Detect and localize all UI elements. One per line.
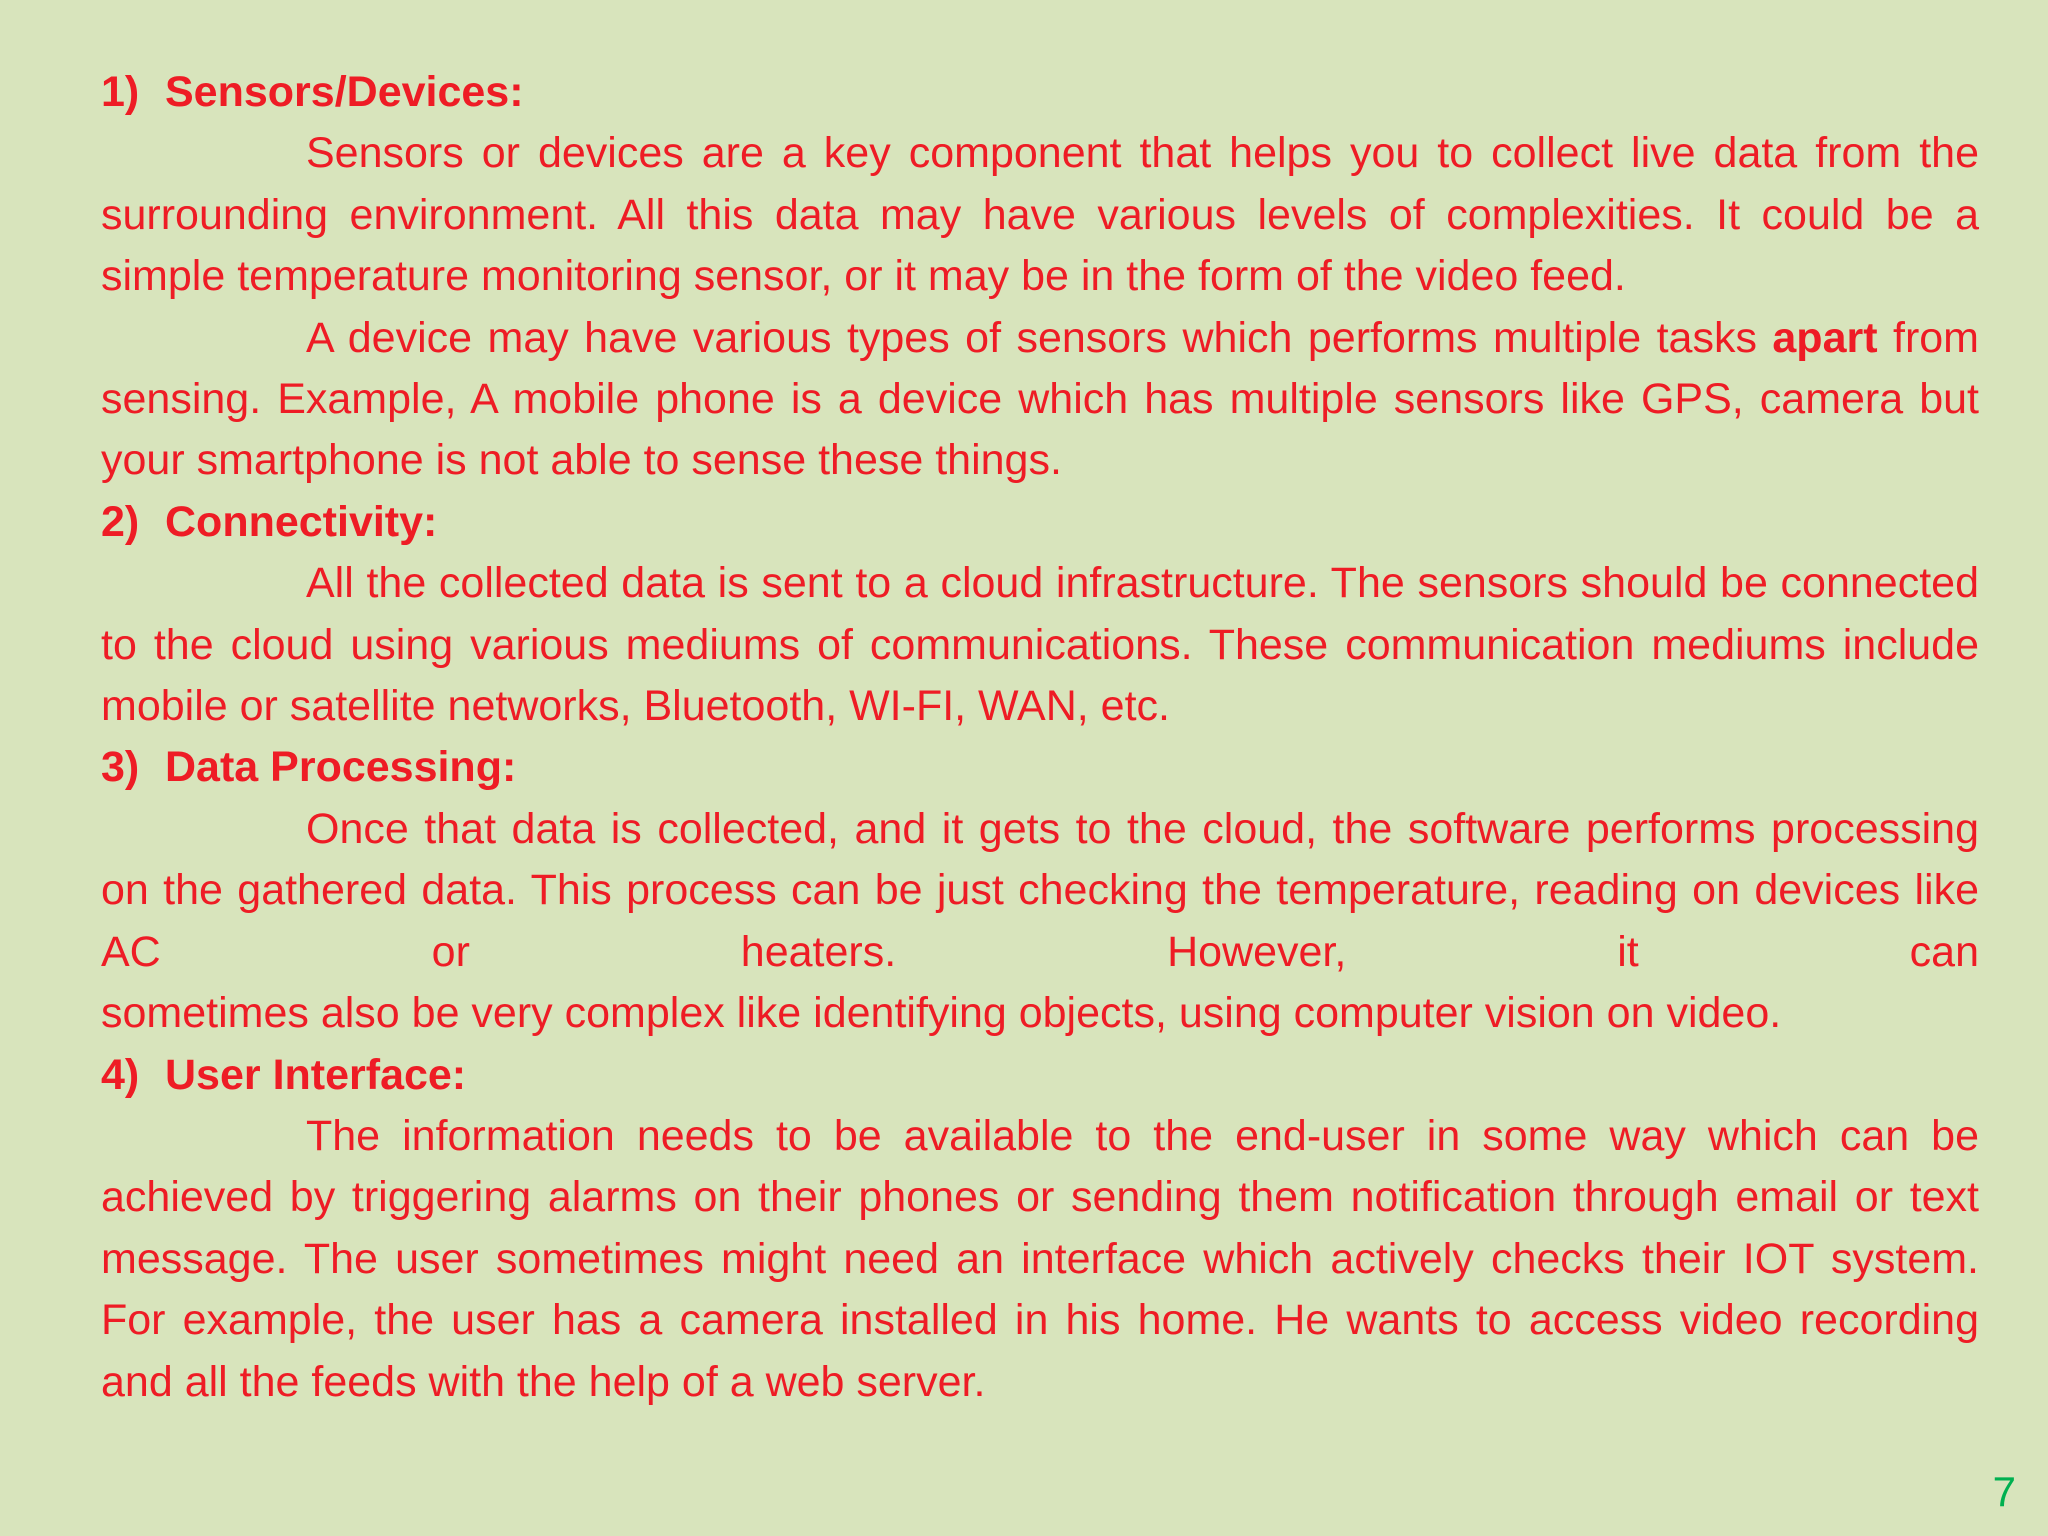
section-number: 4) <box>101 1050 140 1099</box>
paragraph-user-interface: The information needs to be available to the end-user in some way which can be achieved by triggering alarms on their phones or sending them notification through email or text message. The user sometimes might need an interface which actively checks their IOT system. For example, the user has a camera installed in his home. He wants to access video recording and all the feeds with the help of a web server. <box>101 1111 1979 1406</box>
paragraph-text: from sensing. Example, A mobile phone is a device which has multiple sensors like GPS, camera but your smartphone is not able to sense these things. <box>101 313 1979 485</box>
section-heading-data-processing <box>101 737 1979 798</box>
paragraph-connectivity: All the collected data is sent to a cloud infrastructure. The sensors should be connected to the cloud using various mediums of communications. These communication mediums include mobile or satellite networks, Bluetooth, WI-FI, WAN, etc. <box>101 559 1979 731</box>
section-title: Sensors/Devices: <box>165 68 524 116</box>
section-number: 2) <box>101 497 140 546</box>
slide-content <box>101 62 1979 1413</box>
section-title: Data Processing: <box>165 743 517 792</box>
paragraph-sensors-intro: Sensors or devices are a key component that helps you to collect live data from the surrounding environment. All this data may have various levels of complexities. It could be a simple temperature monitoring sensor, or it may be in the form of the video feed. <box>101 129 1979 301</box>
section-heading-user-interface <box>101 1045 1979 1106</box>
section-heading-sensors <box>101 62 1979 123</box>
section-title: User Interface: <box>165 1050 467 1099</box>
paragraph-data-processing-end: sometimes also be very complex like identifying objects, using computer vision on video. <box>101 989 1782 1038</box>
section-number: 1) <box>101 68 140 116</box>
section-number: 3) <box>101 743 140 792</box>
page-number: 7 <box>1992 1468 2016 1515</box>
emphasis-text: apart <box>1772 313 1878 362</box>
section-heading-connectivity <box>101 492 1979 553</box>
paragraph-sensors-device <box>101 308 1979 492</box>
paragraph-data-processing: Once that data is collected, and it gets to the cloud, the software performs processing on the gathered data. This process can be just checking the temperature, reading on devices like AC or heaters. However, it can <box>101 804 1979 976</box>
section-title: Connectivity: <box>165 497 438 546</box>
paragraph-text: A device may have various types of sensors which performs multiple tasks <box>306 313 1773 362</box>
